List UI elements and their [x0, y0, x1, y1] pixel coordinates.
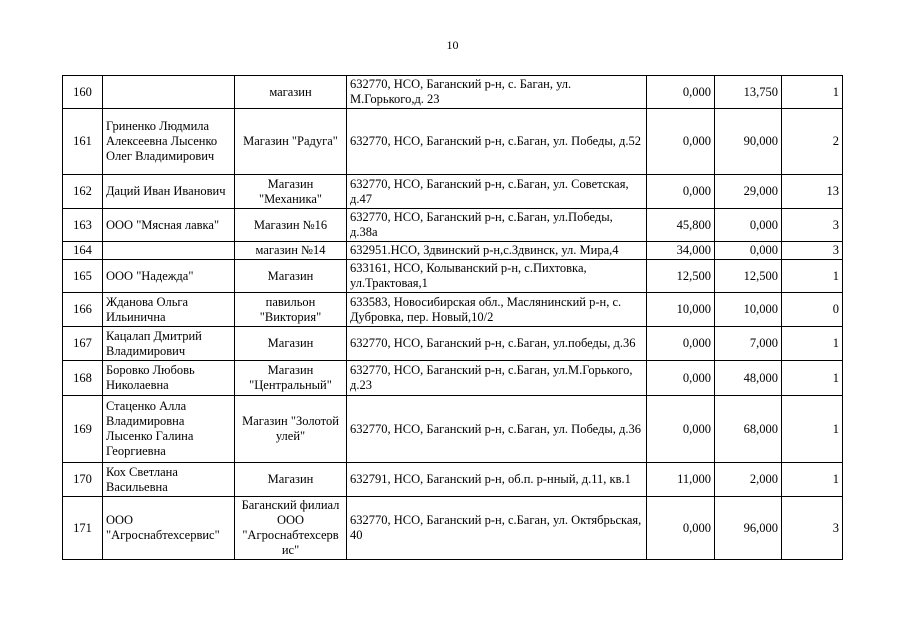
address-cell: 632770, НСО, Баганский р-н, с.Баган, ул.М.Горького, д.23: [347, 361, 647, 396]
value-cell-3: 13: [782, 175, 843, 209]
object-cell: магазин: [235, 76, 347, 109]
address-cell: 632770, НСО, Баганский р-н, с.Баган, ул.Победы, д.38а: [347, 209, 647, 242]
table-row: [63, 175, 843, 209]
row-number: 164: [63, 242, 103, 260]
value-cell-2: 2,000: [715, 463, 782, 497]
row-number: 162: [63, 175, 103, 209]
value-cell-2: 0,000: [715, 209, 782, 242]
value-cell-1: 0,000: [647, 175, 715, 209]
address-cell: 632770, НСО, Баганский р-н, с. Баган, ул. М.Горького,д. 23: [347, 76, 647, 109]
value-cell-2: 13,750: [715, 76, 782, 109]
value-cell-2: 90,000: [715, 109, 782, 175]
value-cell-2: 12,500: [715, 260, 782, 293]
value-cell-2: 29,000: [715, 175, 782, 209]
table-row: [63, 209, 843, 242]
address-cell: 632770, НСО, Баганский р-н, с.Баган, ул.победы, д.36: [347, 327, 647, 361]
value-cell-1: 0,000: [647, 396, 715, 463]
row-number: 167: [63, 327, 103, 361]
value-cell-3: 2: [782, 109, 843, 175]
row-number: 171: [63, 497, 103, 560]
value-cell-1: 10,000: [647, 293, 715, 327]
owner-cell: Кацалап Дмитрий Владимирович: [103, 327, 235, 361]
row-number: 168: [63, 361, 103, 396]
object-cell: магазин №14: [235, 242, 347, 260]
address-cell: 632951.НСО, Здвинский р-н,с.Здвинск, ул. Мира,4: [347, 242, 647, 260]
address-cell: 633161, НСО, Колыванский р-н, с.Пихтовка, ул.Трактовая,1: [347, 260, 647, 293]
value-cell-2: 68,000: [715, 396, 782, 463]
table-row: [63, 327, 843, 361]
object-cell: Магазин "Центральный": [235, 361, 347, 396]
address-cell: 632770, НСО, Баганский р-н, с.Баган, ул. Советская, д.47: [347, 175, 647, 209]
value-cell-3: 1: [782, 361, 843, 396]
value-cell-3: 3: [782, 209, 843, 242]
owner-cell: ООО "Агроснабтехсервис": [103, 497, 235, 560]
address-cell: 632770, НСО, Баганский р-н, с.Баган, ул. Октябрьская, 40: [347, 497, 647, 560]
owner-cell: Кох Светлана Васильевна: [103, 463, 235, 497]
row-number: 165: [63, 260, 103, 293]
value-cell-2: 7,000: [715, 327, 782, 361]
value-cell-1: 0,000: [647, 109, 715, 175]
value-cell-2: 96,000: [715, 497, 782, 560]
value-cell-3: 3: [782, 242, 843, 260]
page-number: 10: [446, 38, 459, 52]
value-cell-3: 1: [782, 463, 843, 497]
value-cell-3: 0: [782, 293, 843, 327]
table-row: [63, 293, 843, 327]
row-number: 170: [63, 463, 103, 497]
table-row: [63, 497, 843, 560]
table-row: [63, 242, 843, 260]
address-cell: 633583, Новосибирская обл., Маслянинский р-н, с. Дубровка, пер. Новый,10/2: [347, 293, 647, 327]
address-cell: 632770, НСО, Баганский р-н, с.Баган, ул. Победы, д.36: [347, 396, 647, 463]
value-cell-2: 10,000: [715, 293, 782, 327]
value-cell-3: 3: [782, 497, 843, 560]
object-cell: Магазин "Золотой улей": [235, 396, 347, 463]
row-number: 161: [63, 109, 103, 175]
owner-cell: ООО "Надежда": [103, 260, 235, 293]
value-cell-1: 0,000: [647, 361, 715, 396]
table-row: [63, 361, 843, 396]
address-cell: 632791, НСО, Баганский р-н, об.п. р-нный, д.11, кв.1: [347, 463, 647, 497]
object-cell: Магазин: [235, 463, 347, 497]
table-row: [63, 396, 843, 463]
value-cell-1: 11,000: [647, 463, 715, 497]
table-row: [63, 260, 843, 293]
table-row: [63, 109, 843, 175]
row-number: 169: [63, 396, 103, 463]
value-cell-2: 0,000: [715, 242, 782, 260]
row-number: 166: [63, 293, 103, 327]
value-cell-3: 1: [782, 396, 843, 463]
registry-table: [62, 75, 843, 560]
value-cell-1: 0,000: [647, 327, 715, 361]
value-cell-3: 1: [782, 76, 843, 109]
owner-cell: [103, 242, 235, 260]
object-cell: Магазин: [235, 260, 347, 293]
owner-cell: Жданова Ольга Ильинична: [103, 293, 235, 327]
value-cell-1: 34,000: [647, 242, 715, 260]
owner-cell: Боровко Любовь Николаевна: [103, 361, 235, 396]
object-cell: павильон "Виктория": [235, 293, 347, 327]
value-cell-1: 45,800: [647, 209, 715, 242]
table-row: [63, 463, 843, 497]
owner-cell: Даций Иван Иванович: [103, 175, 235, 209]
value-cell-3: 1: [782, 260, 843, 293]
owner-cell: Гриненко Людмила Алексеевна Лысенко Олег Владимирович: [103, 109, 235, 175]
address-cell: 632770, НСО, Баганский р-н, с.Баган, ул. Победы, д.52: [347, 109, 647, 175]
row-number: 160: [63, 76, 103, 109]
value-cell-3: 1: [782, 327, 843, 361]
value-cell-1: 0,000: [647, 497, 715, 560]
owner-cell: Стаценко Алла Владимировна Лысенко Галина Георгиевна: [103, 396, 235, 463]
value-cell-1: 0,000: [647, 76, 715, 109]
object-cell: Магазин "Механика": [235, 175, 347, 209]
owner-cell: ООО "Мясная лавка": [103, 209, 235, 242]
object-cell: Баганский филиал ООО "Агроснабтехсерв ис": [235, 497, 347, 560]
owner-cell: [103, 76, 235, 109]
value-cell-1: 12,500: [647, 260, 715, 293]
value-cell-2: 48,000: [715, 361, 782, 396]
table-row: [63, 76, 843, 109]
object-cell: Магазин №16: [235, 209, 347, 242]
row-number: 163: [63, 209, 103, 242]
object-cell: Магазин "Радуга": [235, 109, 347, 175]
object-cell: Магазин: [235, 327, 347, 361]
